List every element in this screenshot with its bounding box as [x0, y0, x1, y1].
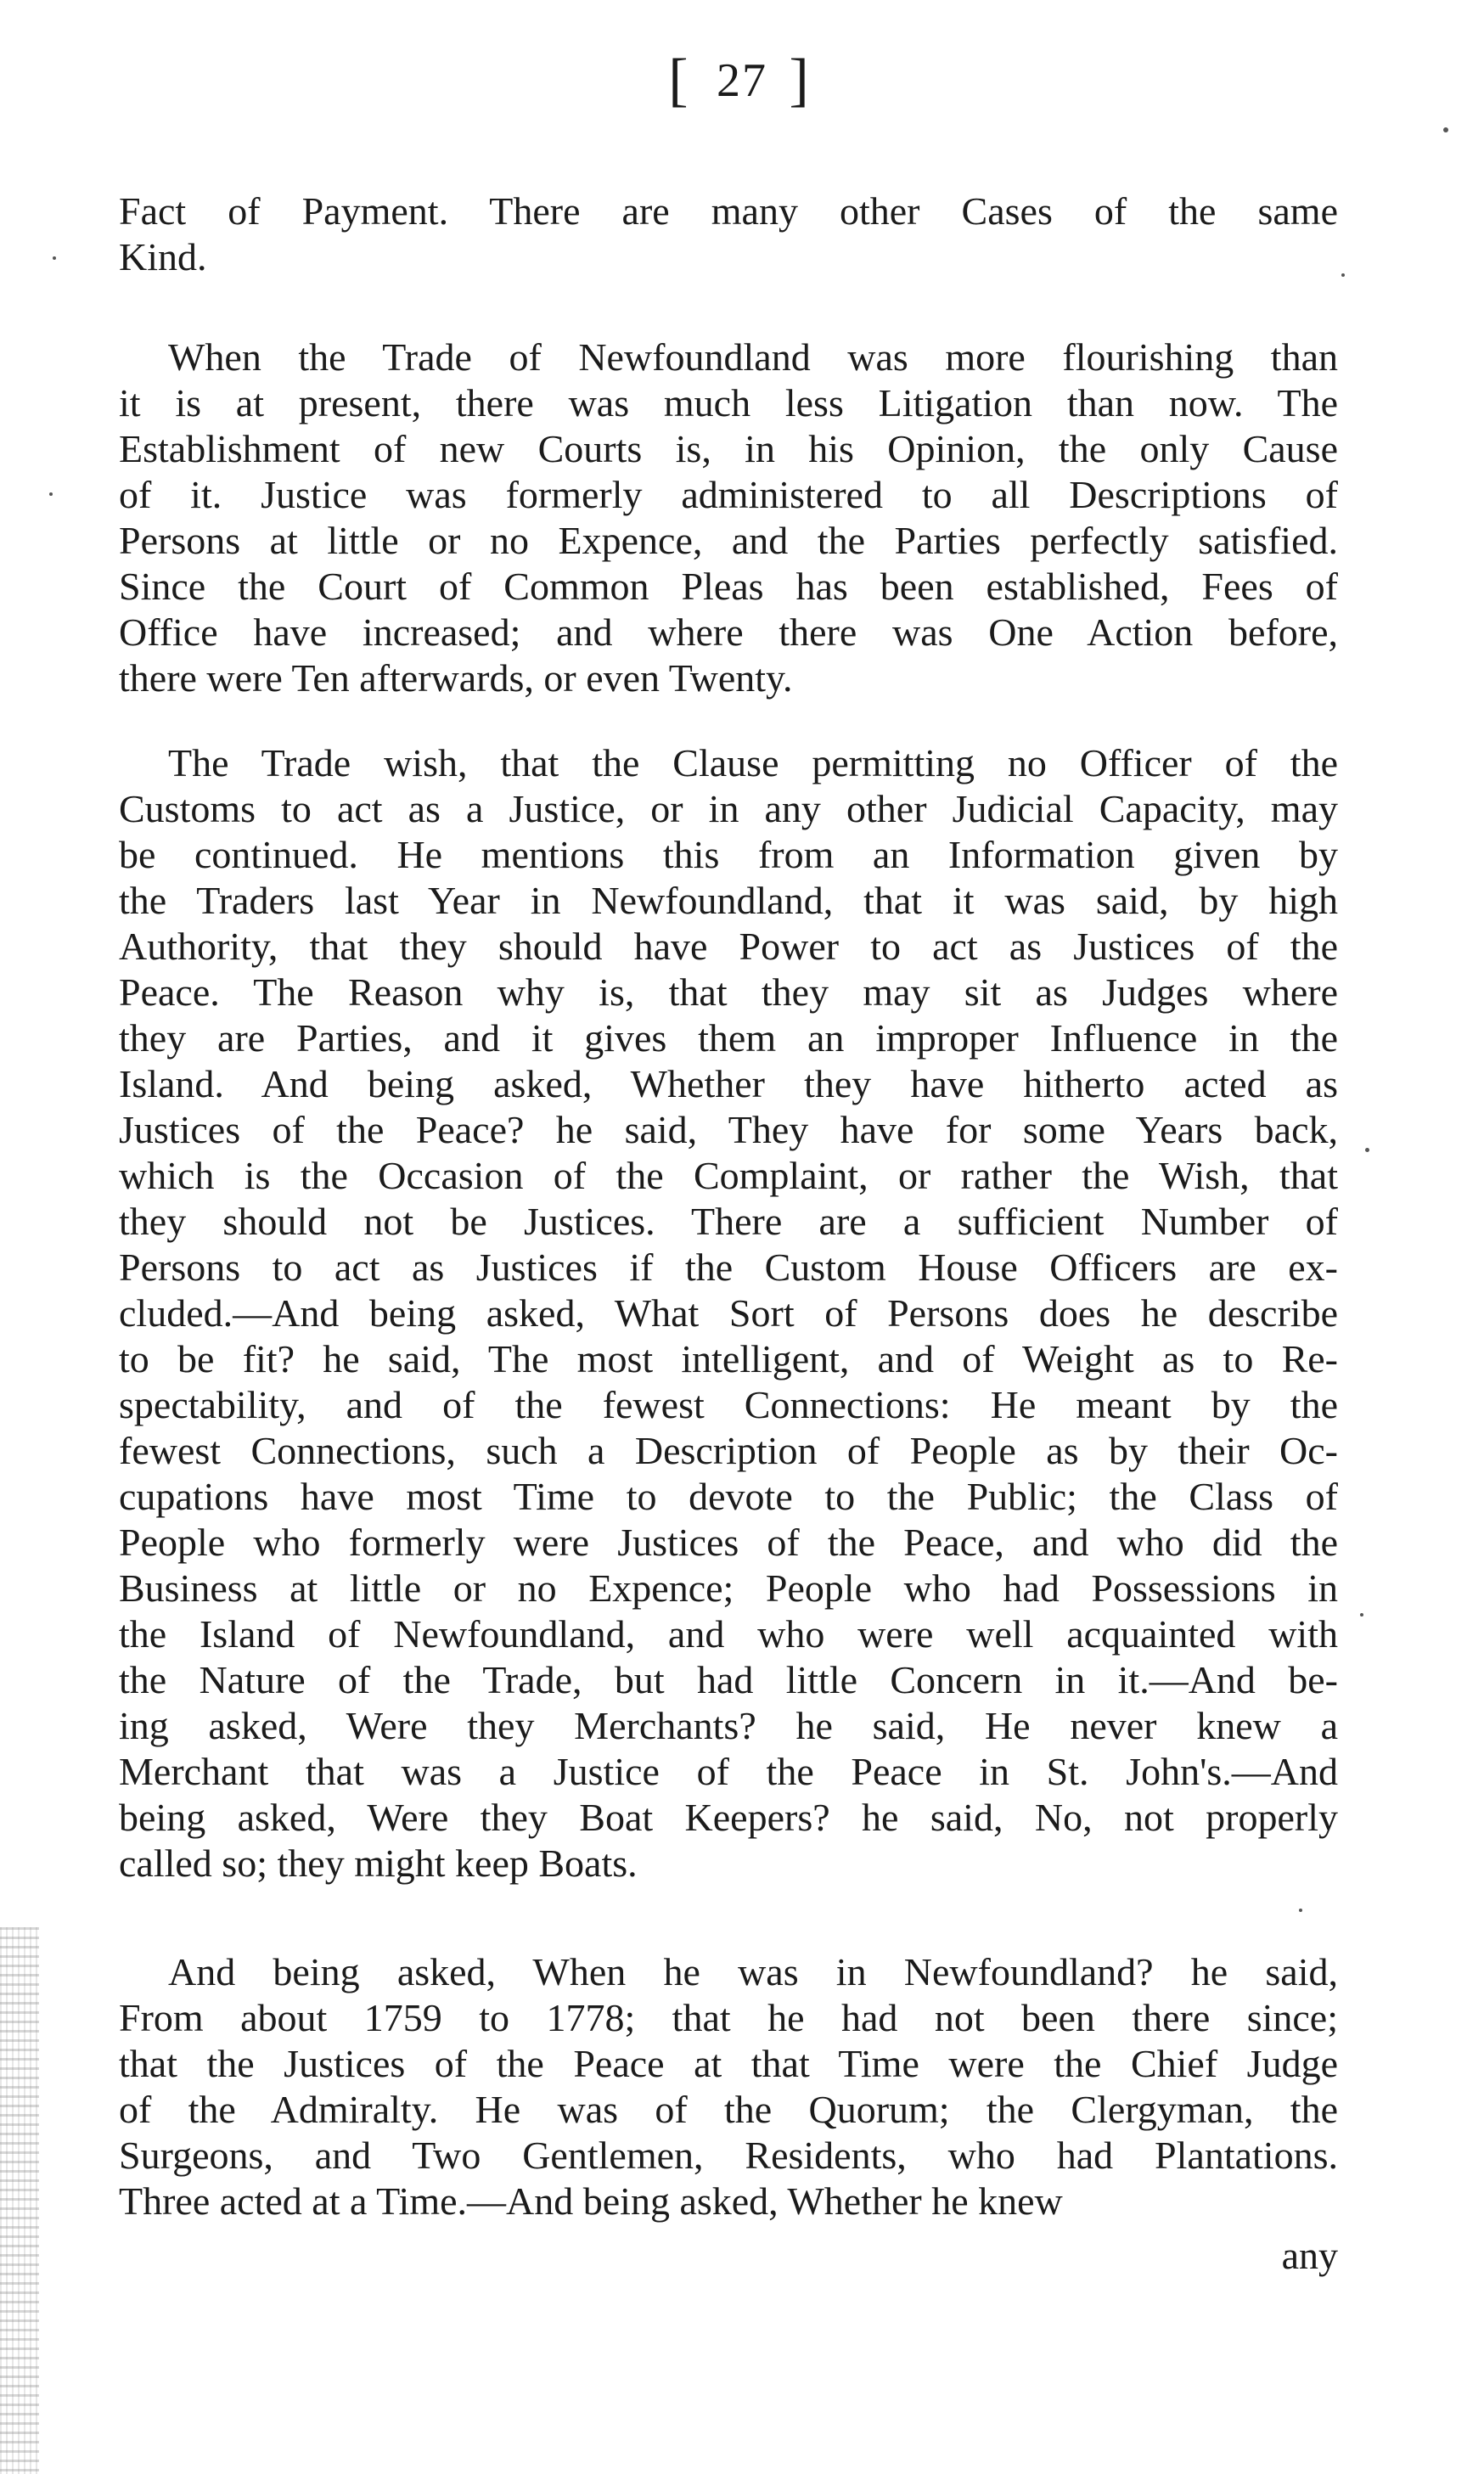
text-line: The Trade wish, that the Clause permitting no Officer of the	[168, 741, 1338, 784]
paragraph	[119, 740, 1338, 1886]
scan-speck	[1360, 1613, 1363, 1617]
bracket-left: [	[668, 48, 695, 113]
text-line: Peace. The Reason why is, that they may sit as Judges where	[119, 970, 1338, 1014]
text-line: Since the Court of Common Pleas has been established, Fees of	[119, 565, 1338, 608]
text-line: of it. Justice was formerly administered to all Descriptions of	[119, 473, 1338, 516]
text-line: of the Admiralty. He was of the Quorum; the Clergyman, the	[119, 2088, 1338, 2131]
text-line: Office have increased; and where there was One Action before,	[119, 610, 1338, 654]
catchword: any	[1281, 2234, 1338, 2277]
text-line: Establishment of new Courts is, in his Opinion, the only Cause	[119, 427, 1338, 470]
text-line: From about 1759 to 1778; that he had not been there since;	[119, 1996, 1338, 2039]
text-line: which is the Occasion of the Complaint, or rather the Wish, that	[119, 1154, 1338, 1197]
text-line: Island. And being asked, Whether they have hitherto acted as	[119, 1062, 1338, 1105]
text-line: fewest Connections, such a Description of People as by their Oc-	[119, 1429, 1338, 1472]
paragraph	[119, 188, 1338, 280]
text-line: Customs to act as a Justice, or in any other Judicial Capacity, may	[119, 787, 1338, 830]
text-line: Merchant that was a Justice of the Peace in St. John's.—And	[119, 1750, 1338, 1793]
text-line: being asked, Were they Boat Keepers? he said, No, not properly	[119, 1796, 1338, 1839]
bracket-right: ]	[789, 48, 816, 113]
scan-speck	[1341, 273, 1345, 277]
scan-edge-noise	[0, 1927, 39, 2474]
text-line: to be fit? he said, The most intelligent, and of Weight as to Re-	[119, 1337, 1338, 1380]
text-line: the Nature of the Trade, but had little Concern in it.—And be-	[119, 1658, 1338, 1701]
scan-speck	[1443, 127, 1448, 132]
scan-speck	[1365, 1148, 1369, 1152]
text-line: Kind.	[119, 235, 207, 278]
text-line: ing asked, Were they Merchants? he said, He never knew a	[119, 1704, 1338, 1747]
text-line: Persons at little or no Expence, and the Parties perfectly satisfied.	[119, 519, 1338, 562]
text-line: the Traders last Year in Newfoundland, that it was said, by high	[119, 879, 1338, 922]
text-line: the Island of Newfoundland, and who were well acquainted with	[119, 1612, 1338, 1656]
text-line: it is at present, there was much less Litigation than now. The	[119, 381, 1338, 425]
text-line: they should not be Justices. There are a sufficient Number of	[119, 1200, 1338, 1243]
scan-speck	[49, 492, 53, 496]
paragraph	[119, 335, 1338, 701]
page-header	[0, 48, 1484, 113]
text-line: be continued. He mentions this from an Information given by	[119, 833, 1338, 876]
text-line: spectability, and of the fewest Connections: He meant by the	[119, 1383, 1338, 1426]
text-line: cupations have most Time to devote to the Public; the Class of	[119, 1475, 1338, 1518]
paragraph	[119, 1949, 1338, 2224]
text-line: Surgeons, and Two Gentlemen, Residents, who had Plantations.	[119, 2134, 1338, 2177]
text-line: they are Parties, and it gives them an improper Influence in the	[119, 1016, 1338, 1060]
text-line: that the Justices of the Peace at that Time were the Chief Judge	[119, 2042, 1338, 2085]
text-line: Justices of the Peace? he said, They have for some Years back,	[119, 1108, 1338, 1151]
text-line: cluded.—And being asked, What Sort of Persons does he describe	[119, 1291, 1338, 1335]
text-line: there were Ten afterwards, or even Twenty.	[119, 656, 793, 700]
scan-speck	[53, 256, 56, 260]
text-line: Business at little or no Expence; People who had Possessions in	[119, 1566, 1338, 1610]
text-line: People who formerly were Justices of the Peace, and who did the	[119, 1521, 1338, 1564]
text-line: And being asked, When he was in Newfoundland? he said,	[168, 1950, 1338, 1993]
text-line: Persons to act as Justices if the Custom House Officers are ex-	[119, 1245, 1338, 1289]
text-line: Authority, that they should have Power to act as Justices of the	[119, 925, 1338, 968]
text-line: called so; they might keep Boats.	[119, 1841, 638, 1885]
text-line: Fact of Payment. There are many other Cases of the same	[119, 189, 1338, 233]
scan-speck	[1299, 1909, 1302, 1912]
page-number: 27	[717, 54, 767, 107]
text-line: When the Trade of Newfoundland was more flourishing than	[168, 335, 1338, 379]
text-line: Three acted at a Time.—And being asked, Whether he knew	[119, 2179, 1063, 2223]
